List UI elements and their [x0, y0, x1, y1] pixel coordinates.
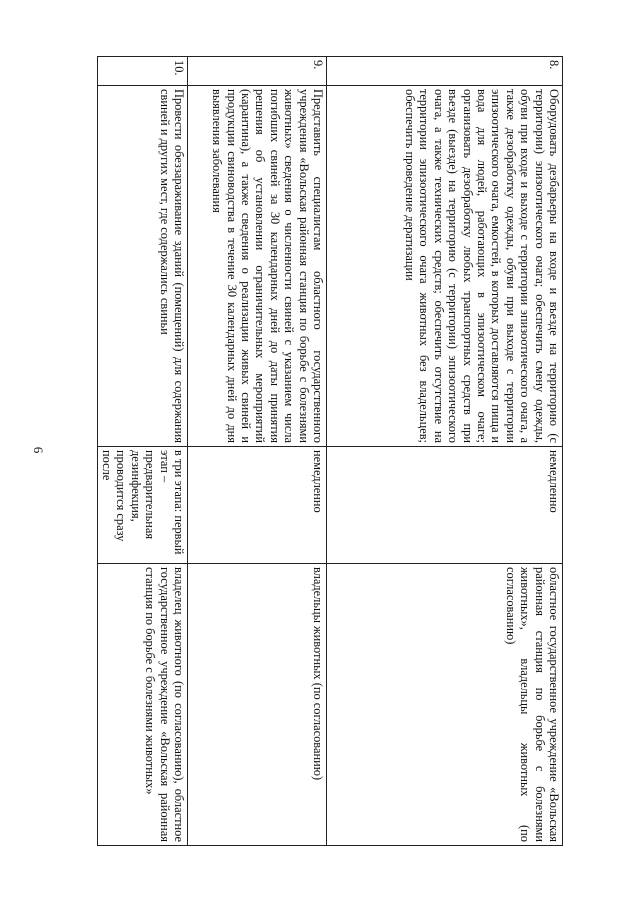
- table-row: [327, 57, 563, 846]
- row-action: Оборудовать дезбарьеры на входе и въезде на территорию (с территории) эпизоотического очага; обеспечить смену одежды, обуви при входе и выходе с территории эпизоотического очага, а также дезобработку одежды, обуви при выходе с территории эпизоотического очага, емкостей, в которых доставляются пища и вода для людей, работающих в эпизоотическом очаге; организовать дезобработку любых транспортных средств при въезде (выезде) на территорию (с территории) эпизоотического очага, а также технических средств; обеспечить отсутствие на территории эпизоотического очага животных без владельцев; обеспечить проведение дератизации: [327, 86, 563, 447]
- rotated-table-wrapper: [98, 56, 563, 846]
- row-responsible: областное государственное учреждение «Вольская районная станция по борьбе с болезнями животных», владельцы животных (по согласованию): [327, 564, 563, 846]
- row-action: Провести обеззараживание зданий (помещений) для содержания свиней и других мест, где содержались свиньи: [98, 86, 188, 447]
- row-term: в три этапа: первый этап – предварительная дезинфекция, проводится сразу после: [98, 447, 188, 564]
- page-number: 6: [31, 446, 46, 454]
- row-number: 10.: [98, 57, 188, 86]
- table-row: [98, 57, 188, 846]
- measures-table: [97, 56, 563, 846]
- row-action: Представить специалистам областного государственного учреждения «Вольская районная станция по борьбе с болезнями животных» сведения о численности свиней с указанием числа погибших свиней за 30 календарных дней до даты принятия решения об установлении ограничительных мероприятий (карантина), а также сведения о реализации живых свиней и продукции свиноводства в течение 30 календарных дней до дня выявления заболевания: [188, 86, 327, 447]
- row-number: 8.: [327, 57, 563, 86]
- table-row: [188, 57, 327, 846]
- row-responsible: владельцы животных (по согласованию): [188, 564, 327, 846]
- row-term: немедленно: [188, 447, 327, 564]
- row-number: 9.: [188, 57, 327, 86]
- row-responsible: владелец животного (по согласованию), областное государственное учреждение «Вольская районная станция по борьбе с болезнями животных»: [98, 564, 188, 846]
- row-term: немедленно: [327, 447, 563, 564]
